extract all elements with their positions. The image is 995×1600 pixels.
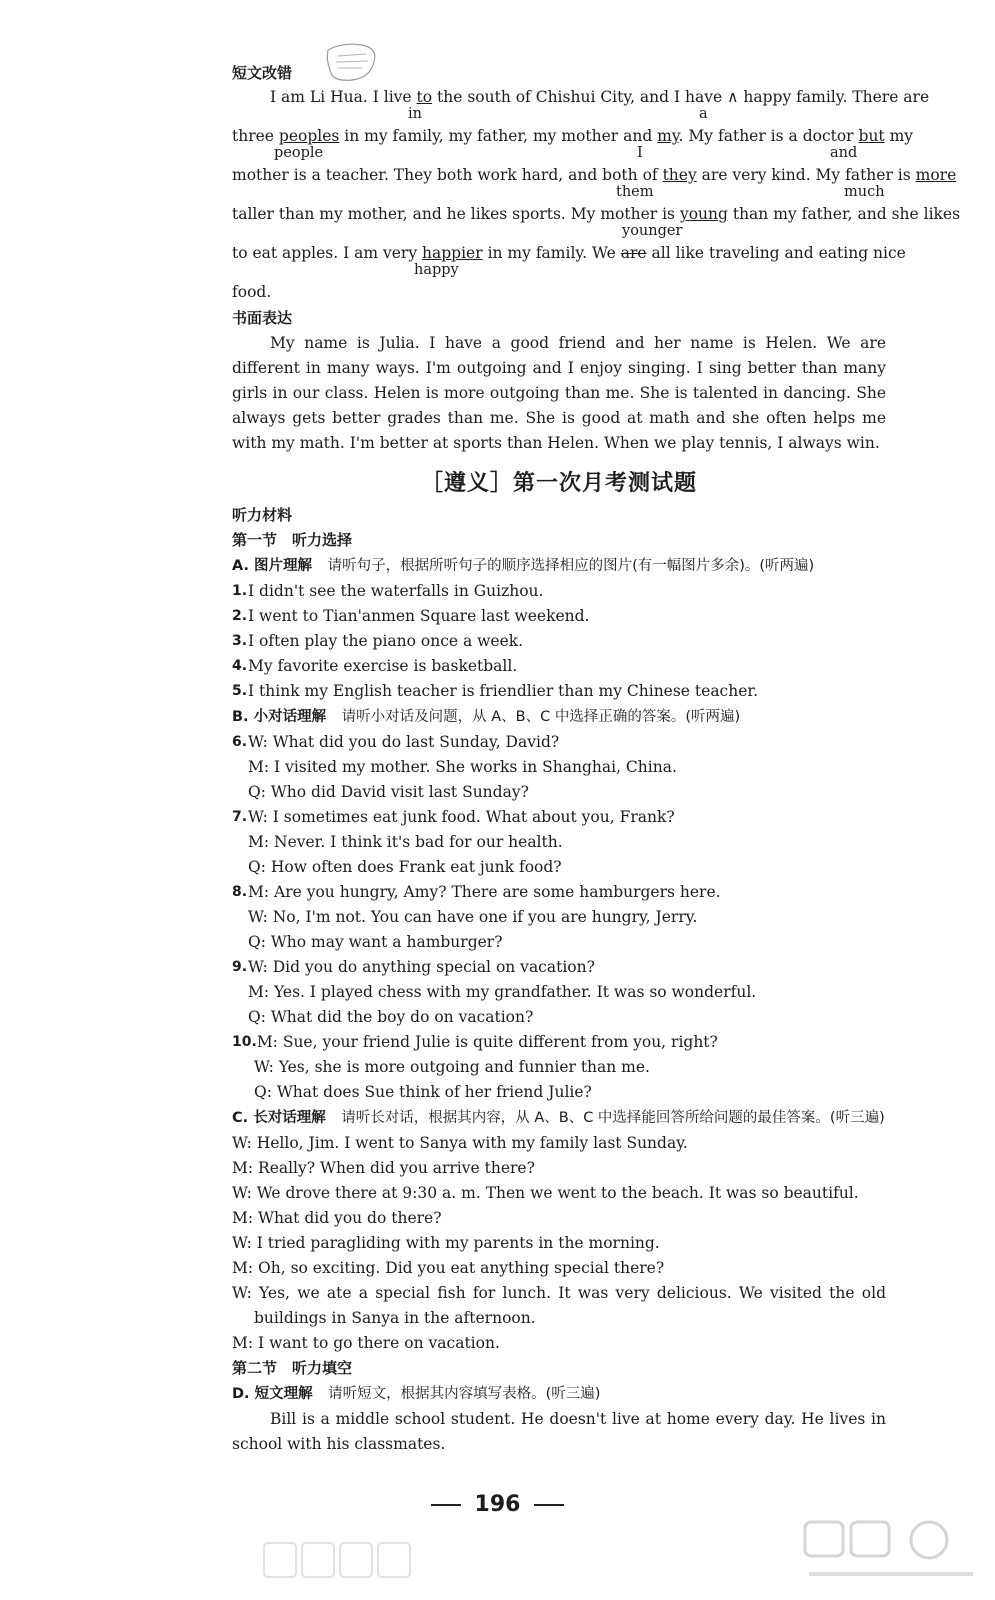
part2-heading: 第二节 听力填空 <box>232 1359 353 1377</box>
error-word: to <box>416 88 433 106</box>
correction-fix: people <box>274 145 324 161</box>
insert-mark: ∧ <box>727 88 739 106</box>
correction-fix: much <box>844 184 885 200</box>
section-c-dialogue <box>232 1131 886 1356</box>
content <box>232 60 961 1457</box>
correction-line-6: food. <box>232 283 272 301</box>
correction-line-1: I am Li Hua. I live to the south of Chishui City, and I have ∧ happy family. There are in a <box>270 88 930 122</box>
correction-passage <box>232 86 961 306</box>
list-item: 10. M: Sue, your friend Julie is quite different from you, right? W: Yes, she is more outgoing and funnier than me. Q: What does Sue think of her friend Julie? <box>232 1033 718 1101</box>
correction-fix: I <box>637 145 643 161</box>
error-word: they <box>662 166 697 184</box>
error-word: young <box>679 205 728 223</box>
writing-text: My name is Julia. I have a good friend and her name is Helen. We are different in many ways. I'm outgoing and I enjoy singing. I sing better than many girls in our class. Helen is more outgoing than me. She is talented in dancing. She always gets better grades than me. She is good at math and she often helps me with my math. I'm better at sports than Helen. When we play tennis, I always win. <box>232 334 886 452</box>
dialogue-line: M: Really? When did you arrive there? <box>232 1159 535 1177</box>
list-item: 7. W: I sometimes eat junk food. What about you, Frank? M: Never. I think it's bad for our health. Q: How often does Frank eat junk food? <box>232 808 675 876</box>
section-a: A. 图片理解 请听句子，根据所听句子的顺序选择相应的图片(有一幅图片多余)。(听两遍) <box>232 558 815 574</box>
error-word: more <box>915 166 957 184</box>
correction-fix: younger <box>622 223 683 239</box>
list-item: 1. I didn't see the waterfalls in Guizhou. <box>232 582 544 600</box>
correction-heading: 短文改错 <box>232 64 293 82</box>
correction-fix: and <box>830 145 858 161</box>
error-word: but <box>858 127 885 145</box>
deleted-word: are <box>620 244 647 262</box>
list-item: 5. I think my English teacher is friendlier than my Chinese teacher. <box>232 682 759 700</box>
error-word: peoples <box>278 127 340 145</box>
dialogue-line: M: What did you do there? <box>232 1209 442 1227</box>
correction-fix: them <box>616 184 654 200</box>
correction-fix: happy <box>414 262 459 278</box>
list-item: 6. W: What did you do last Sunday, David? M: I visited my mother. She works in Shanghai, China. Q: Who did David visit last Sunday? <box>232 733 677 801</box>
dialogue-line: W: Hello, Jim. I went to Sanya with my family last Sunday. <box>232 1134 688 1152</box>
dialogue-line: W: I tried paragliding with my parents in the morning. <box>232 1234 660 1252</box>
section-b-items <box>232 730 886 1105</box>
section-b: B. 小对话理解 请听小对话及问题，从 A、B、C 中选择正确的答案。(听两遍) <box>232 709 741 725</box>
error-word: my <box>657 127 679 145</box>
error-word: happier <box>422 244 483 262</box>
passage-d: Bill is a middle school student. He doesn't live at home every day. He lives in school with his classmates. <box>232 1410 886 1453</box>
correction-fix: in <box>408 106 422 122</box>
dialogue-line: M: Oh, so exciting. Did you eat anything special there? <box>232 1259 665 1277</box>
dialogue-line: W: We drove there at 9:30 a. m. Then we went to the beach. It was so beautiful. <box>232 1184 859 1202</box>
section-d: D. 短文理解 请听短文，根据其内容填写表格。(听三遍) <box>232 1386 601 1402</box>
correction-line-2: three peoples in my family, my father, my mother and my. My father is a doctor but my people I and <box>232 127 914 161</box>
correction-line-3: mother is a teacher. They both work hard, and both of they are very kind. My father is more them much <box>232 166 957 200</box>
dialogue-line: W: Yes, we ate a special fish for lunch. It was very delicious. We visited the old buildings in Sanya in the afternoon. <box>232 1284 886 1327</box>
watermark-logo <box>801 1518 981 1588</box>
writing-heading: 书面表达 <box>232 309 293 327</box>
list-item: 8. M: Are you hungry, Amy? There are some hamburgers here. W: No, I'm not. You can have one if you are hungry, Jerry. Q: Who may want a hamburger? <box>232 883 721 951</box>
listening-heading: 听力材料 <box>232 506 293 524</box>
correction-line-4: taller than my mother, and he likes sports. My mother is young than my father, and she likes younger <box>232 205 961 239</box>
section-c: C. 长对话理解 请听长对话，根据其内容，从 A、B、C 中选择能回答所给问题的最佳答案。(听三遍) <box>232 1110 885 1126</box>
list-item: 3. I often play the piano once a week. <box>232 632 524 650</box>
watermark-graphic <box>258 1535 418 1585</box>
list-item: 2. I went to Tian'anmen Square last weekend. <box>232 607 590 625</box>
list-item: 9. W: Did you do anything special on vacation? M: Yes. I played chess with my grandfather. It was so wonderful. Q: What did the boy do on vacation? <box>232 958 757 1026</box>
page-number: 196 <box>0 1492 995 1517</box>
section-a-items <box>232 579 886 704</box>
correction-line-5: to eat apples. I am very happier in my family. We are all like traveling and eating nice happy <box>232 244 906 278</box>
dialogue-line: M: I want to go there on vacation. <box>232 1334 500 1352</box>
correction-fix: a <box>699 106 708 122</box>
part1-heading: 第一节 听力选择 <box>232 531 353 549</box>
test-title: ［遵义］第一次月考测试题 <box>420 471 697 496</box>
list-item: 4. My favorite exercise is basketball. <box>232 657 518 675</box>
